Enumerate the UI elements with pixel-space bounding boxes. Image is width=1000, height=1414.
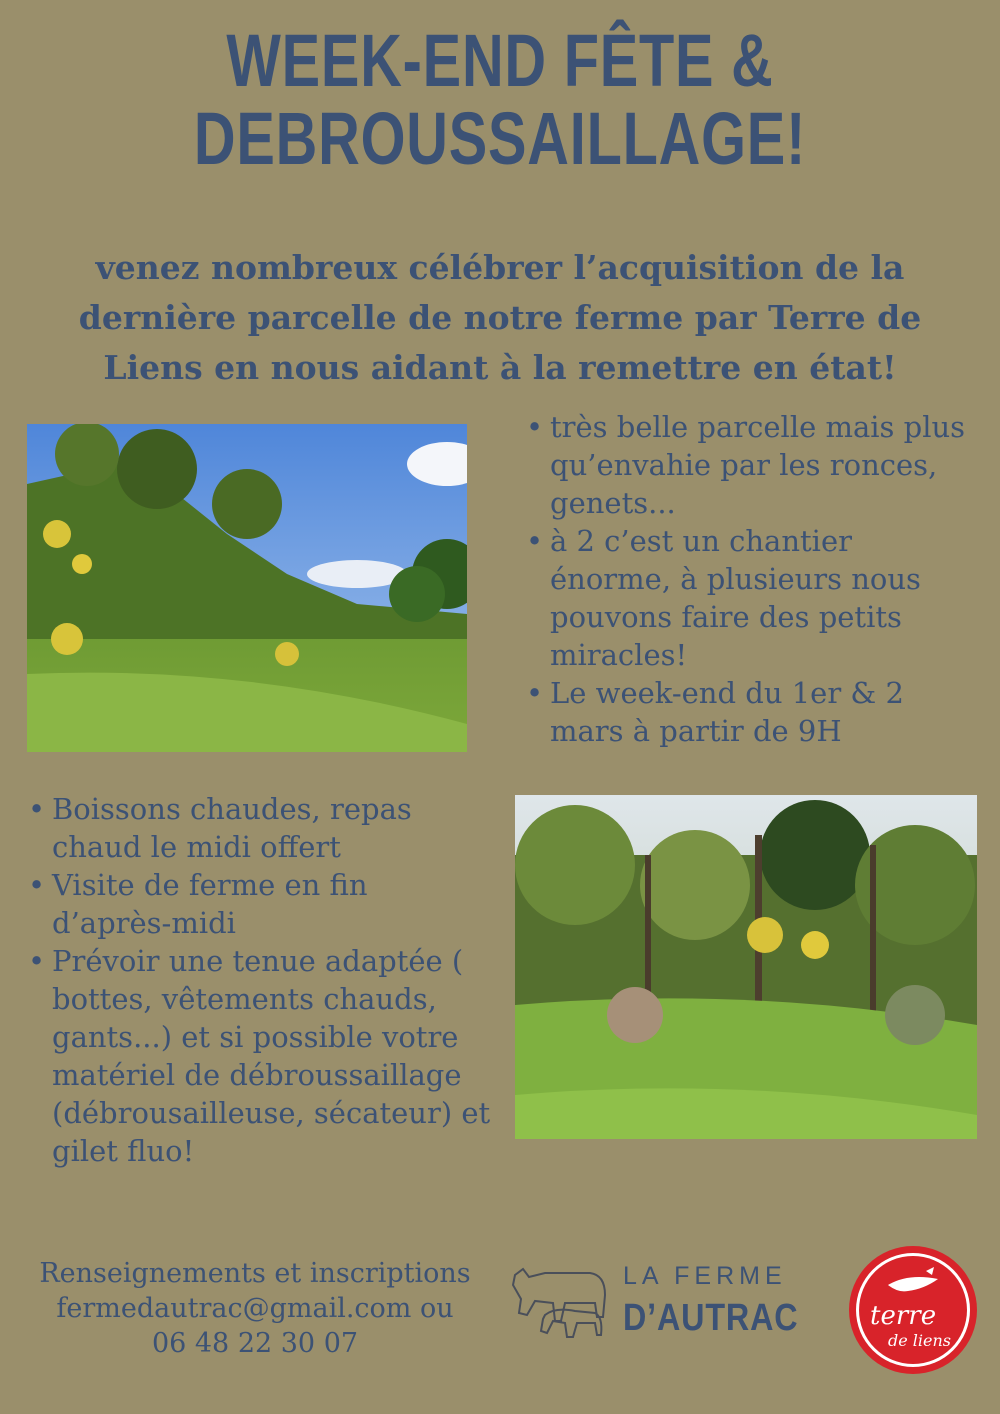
farm-name-line1: LA FERME [623, 1262, 787, 1290]
list-item: • très belle parcelle mais plus qu’envahie par les ronces, genets... [520, 408, 980, 522]
contact-email[interactable]: fermedautrac@gmail.com ou [56, 1293, 454, 1324]
title-line-1: WEEK-END FÊTE & [226, 19, 774, 102]
contact-phone[interactable]: 06 48 22 30 07 [151, 1328, 359, 1359]
list-item: • à 2 c’est un chantier énorme, à plusieurs nous pouvons faire des petits miracles! [520, 522, 980, 674]
list-item: • Visite de ferme en fin d’après-midi [22, 866, 492, 942]
partner-logo-line1: terre [870, 1301, 937, 1331]
farm-name-line2: D’AUTRAC [623, 1297, 799, 1339]
woodland-photo [515, 795, 977, 1139]
poster-title [110, 19, 890, 180]
partner-logo-text [848, 1245, 978, 1375]
list-item: • Boissons chaudes, repas chaud le midi offert [22, 790, 492, 866]
contact-block [15, 1256, 495, 1361]
practical-info-list [22, 790, 492, 1170]
partner-logo-line2: de liens [888, 1331, 952, 1350]
details-list [520, 408, 980, 750]
intro-text: venez nombreux célébrer l’acquisition de la dernière parcelle de notre ferme par Terre de Liens en nous aidant à la remettre en état! [78, 248, 922, 387]
list-item: • Le week-end du 1er & 2 mars à partir de 9H [520, 674, 980, 750]
hillside-photo [27, 424, 467, 752]
title-line-2: DEBROUSSAILLAGE! [193, 97, 807, 180]
list-item: • Prévoir une tenue adaptée ( bottes, vêtements chauds, gants...) et si possible votre matériel de débroussaillage (débrousailleuse, sécateur) et gilet fluo! [22, 942, 492, 1170]
contact-heading: Renseignements et inscriptions [39, 1258, 471, 1289]
